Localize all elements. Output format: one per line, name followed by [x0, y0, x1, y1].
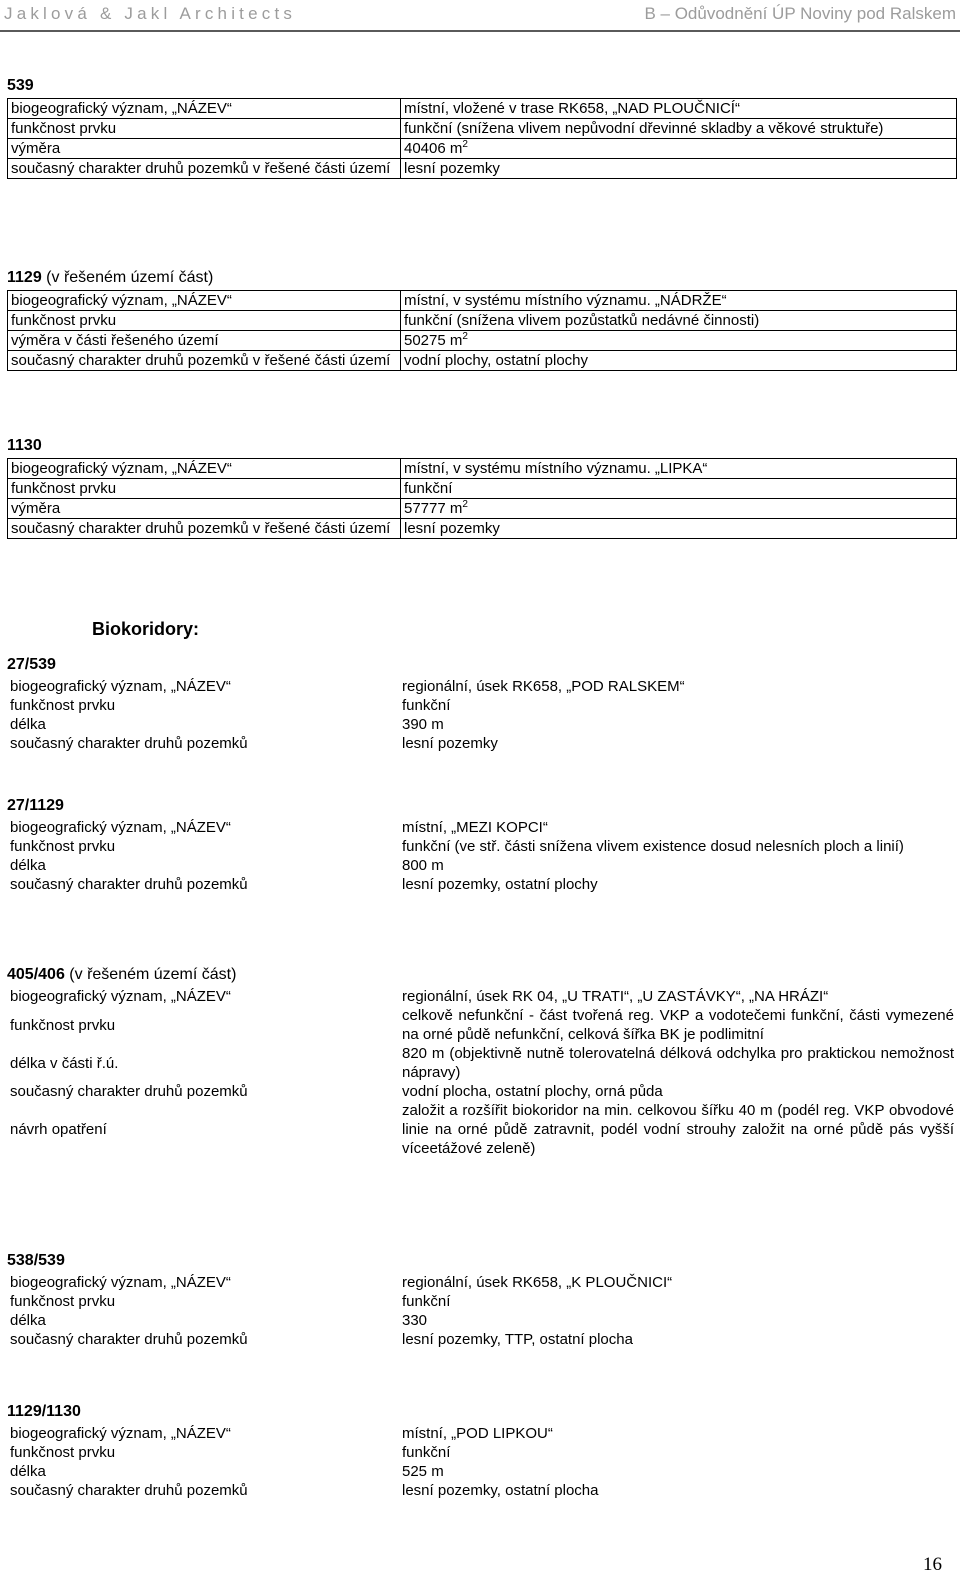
table-row	[8, 499, 957, 519]
row-label: současný charakter druhů pozemků v řešené části území	[8, 519, 401, 539]
table-row	[8, 119, 957, 139]
info-table	[7, 458, 957, 539]
table-row	[7, 1481, 957, 1500]
table-row	[7, 1101, 957, 1158]
table-row	[8, 331, 957, 351]
table-row	[7, 1330, 957, 1349]
row-value: místní, v systému místního významu. „NÁDRŽE“	[401, 291, 957, 311]
row-value: lesní pozemky, ostatní plocha	[402, 1482, 599, 1499]
table-row	[7, 696, 957, 715]
row-label: biogeografický význam, „NÁZEV“	[10, 1274, 231, 1291]
row-value: funkční (snížena vlivem pozůstatků nedávné činnosti)	[401, 311, 957, 331]
row-label: biogeografický význam, „NÁZEV“	[10, 678, 231, 695]
row-label: funkčnost prvku	[10, 1016, 116, 1034]
table-row	[7, 1273, 957, 1292]
row-label: biogeografický význam, „NÁZEV“	[10, 988, 231, 1005]
row-value: lesní pozemky, TTP, ostatní plocha	[402, 1331, 633, 1348]
row-label: funkčnost prvku	[10, 1293, 116, 1310]
section-405-406	[7, 965, 957, 1158]
table-row	[7, 715, 957, 734]
row-label: současný charakter druhů pozemků	[10, 735, 248, 752]
info-table	[7, 677, 957, 753]
row-label: výměra	[8, 499, 401, 519]
row-value: lesní pozemky	[401, 159, 957, 179]
row-label: současný charakter druhů pozemků	[10, 1331, 248, 1348]
row-label: výměra v části řešeného území	[8, 331, 401, 351]
row-label: funkčnost prvku	[10, 697, 116, 714]
row-label: funkčnost prvku	[8, 479, 401, 499]
table-row	[8, 479, 957, 499]
value-superscript: 2	[462, 499, 468, 510]
value-superscript: 2	[462, 139, 468, 150]
row-label: délka	[10, 1463, 46, 1480]
row-label: výměra	[8, 139, 401, 159]
section-title: 538/539	[7, 1252, 65, 1269]
row-value: místní, „POD LIPKOU“	[402, 1425, 553, 1442]
value-text: 57777 m	[404, 500, 463, 517]
row-label: biogeografický význam, „NÁZEV“	[8, 291, 401, 311]
table-row	[8, 159, 957, 179]
table-row	[8, 311, 957, 331]
info-table	[7, 987, 957, 1158]
row-value: 330	[402, 1312, 428, 1329]
row-label: funkčnost prvku	[8, 119, 401, 139]
row-value: místní, vložené v trase RK658, „NAD PLOUČNICÍ“	[401, 99, 957, 119]
table-row	[8, 291, 957, 311]
row-label: současný charakter druhů pozemků	[10, 876, 248, 893]
row-label: funkčnost prvku	[10, 838, 116, 855]
table-row	[7, 1443, 957, 1462]
table-row	[7, 837, 957, 856]
row-value	[401, 331, 957, 351]
section-number: 405/406	[7, 966, 65, 983]
table-row	[7, 1082, 957, 1101]
row-value: 390 m	[402, 716, 444, 733]
row-label: délka	[10, 1312, 46, 1329]
section-number: 1129	[7, 269, 42, 286]
section-title	[7, 268, 957, 290]
page-number: 16	[923, 1554, 942, 1575]
table-row	[7, 1462, 957, 1481]
header-document-title: B – Odůvodnění ÚP Noviny pod Ralskem	[644, 4, 956, 23]
row-value: celkově nefunkční - část tvořená reg. VKP a vodotečemi funkční, části vymezené na orné půdě nefunkční, celková šířka BK je podlimitní	[402, 1007, 954, 1043]
section-1130	[7, 436, 957, 539]
table-row	[7, 856, 957, 875]
table-row	[7, 734, 957, 753]
table-row	[7, 987, 957, 1006]
section-27-539	[7, 655, 957, 753]
row-value: založit a rozšířit biokoridor na min. celkovou šířku 40 m (podél reg. VKP obvodové linie na orné půdě zatravnit, podél vodní strouhy založit na orné půdě pás vyšší víceetážové zeleně)	[402, 1102, 954, 1157]
section-1129-1130	[7, 1402, 957, 1500]
info-table	[7, 1273, 957, 1349]
row-value: 525 m	[402, 1463, 444, 1480]
header-company: Jaklová & Jakl Architects	[4, 4, 297, 23]
section-title: 539	[7, 77, 34, 94]
section-subtitle: (v řešeném území část)	[41, 269, 214, 286]
table-row	[7, 1424, 957, 1443]
row-value: lesní pozemky	[401, 519, 957, 539]
value-text: 50275 m	[404, 332, 463, 349]
row-value: 800 m	[402, 857, 444, 874]
section-title: 27/539	[7, 656, 56, 673]
row-label: biogeografický význam, „NÁZEV“	[8, 459, 401, 479]
row-value: lesní pozemky	[402, 735, 498, 752]
section-1129	[7, 268, 957, 371]
page-header	[0, 2, 960, 32]
section-27-1129	[7, 796, 957, 894]
row-value: funkční	[402, 1444, 451, 1461]
row-value: místní, v systému místního významu. „LIPKA“	[401, 459, 957, 479]
row-label: biogeografický význam, „NÁZEV“	[8, 99, 401, 119]
row-value: regionální, úsek RK658, „K PLOUČNICI“	[402, 1274, 673, 1291]
value-text: 40406 m	[404, 140, 463, 157]
row-label: funkčnost prvku	[8, 311, 401, 331]
row-value	[401, 499, 957, 519]
row-value: 820 m (objektivně nutně tolerovatelná délková odchylka pro praktickou nemožnost nápravy)	[402, 1045, 954, 1081]
section-title: 1130	[7, 437, 42, 454]
info-table	[7, 818, 957, 894]
table-row	[8, 139, 957, 159]
table-row	[8, 519, 957, 539]
row-label: současný charakter druhů pozemků	[10, 1482, 248, 1499]
info-table	[7, 1424, 957, 1500]
row-value: místní, „MEZI KOPCI“	[402, 819, 548, 836]
section-title: 1129/1130	[7, 1403, 81, 1420]
table-row	[7, 1006, 957, 1044]
table-row	[8, 99, 957, 119]
row-value	[401, 139, 957, 159]
row-value: funkční (ve stř. části snížena vlivem existence dosud nelesních ploch a linií)	[402, 838, 904, 855]
row-value: regionální, úsek RK 04, „U TRATI“, „U ZASTÁVKY“, „NA HRÁZI“	[402, 988, 829, 1005]
row-label: délka	[10, 716, 46, 733]
table-row	[7, 1044, 957, 1082]
value-superscript: 2	[462, 331, 468, 342]
table-row	[8, 351, 957, 371]
row-label: délka	[10, 857, 46, 874]
row-value: regionální, úsek RK658, „POD RALSKEM“	[402, 678, 685, 695]
row-value: lesní pozemky, ostatní plochy	[402, 876, 598, 893]
row-label: biogeografický význam, „NÁZEV“	[10, 1425, 231, 1442]
row-label: současný charakter druhů pozemků	[10, 1083, 248, 1100]
row-value: vodní plochy, ostatní plochy	[401, 351, 957, 371]
section-title	[7, 965, 957, 987]
row-label: současný charakter druhů pozemků v řešené části území	[8, 159, 401, 179]
table-row	[7, 1292, 957, 1311]
row-label: funkčnost prvku	[10, 1444, 116, 1461]
section-title: 27/1129	[7, 797, 64, 814]
row-value: funkční	[402, 697, 451, 714]
row-value: funkční	[401, 479, 957, 499]
row-value: funkční (snížena vlivem nepůvodní dřevinné skladby a věkové struktuře)	[401, 119, 957, 139]
row-label: délka v části ř.ú.	[10, 1054, 119, 1072]
section-538-539	[7, 1251, 957, 1349]
info-table	[7, 98, 957, 179]
table-row	[7, 875, 957, 894]
row-value: funkční	[402, 1293, 451, 1310]
row-label: současný charakter druhů pozemků v řešené části území	[8, 351, 401, 371]
section-subtitle: (v řešeném území část)	[64, 966, 237, 983]
table-row	[7, 818, 957, 837]
row-label: návrh opatření	[10, 1121, 107, 1138]
table-row	[7, 1311, 957, 1330]
table-row	[8, 459, 957, 479]
row-label: biogeografický význam, „NÁZEV“	[10, 819, 231, 836]
row-value: vodní plocha, ostatní plochy, orná půda	[402, 1083, 663, 1100]
biokoridory-heading: Biokoridory:	[92, 619, 200, 639]
section-539	[7, 76, 957, 179]
info-table	[7, 290, 957, 371]
table-row	[7, 677, 957, 696]
